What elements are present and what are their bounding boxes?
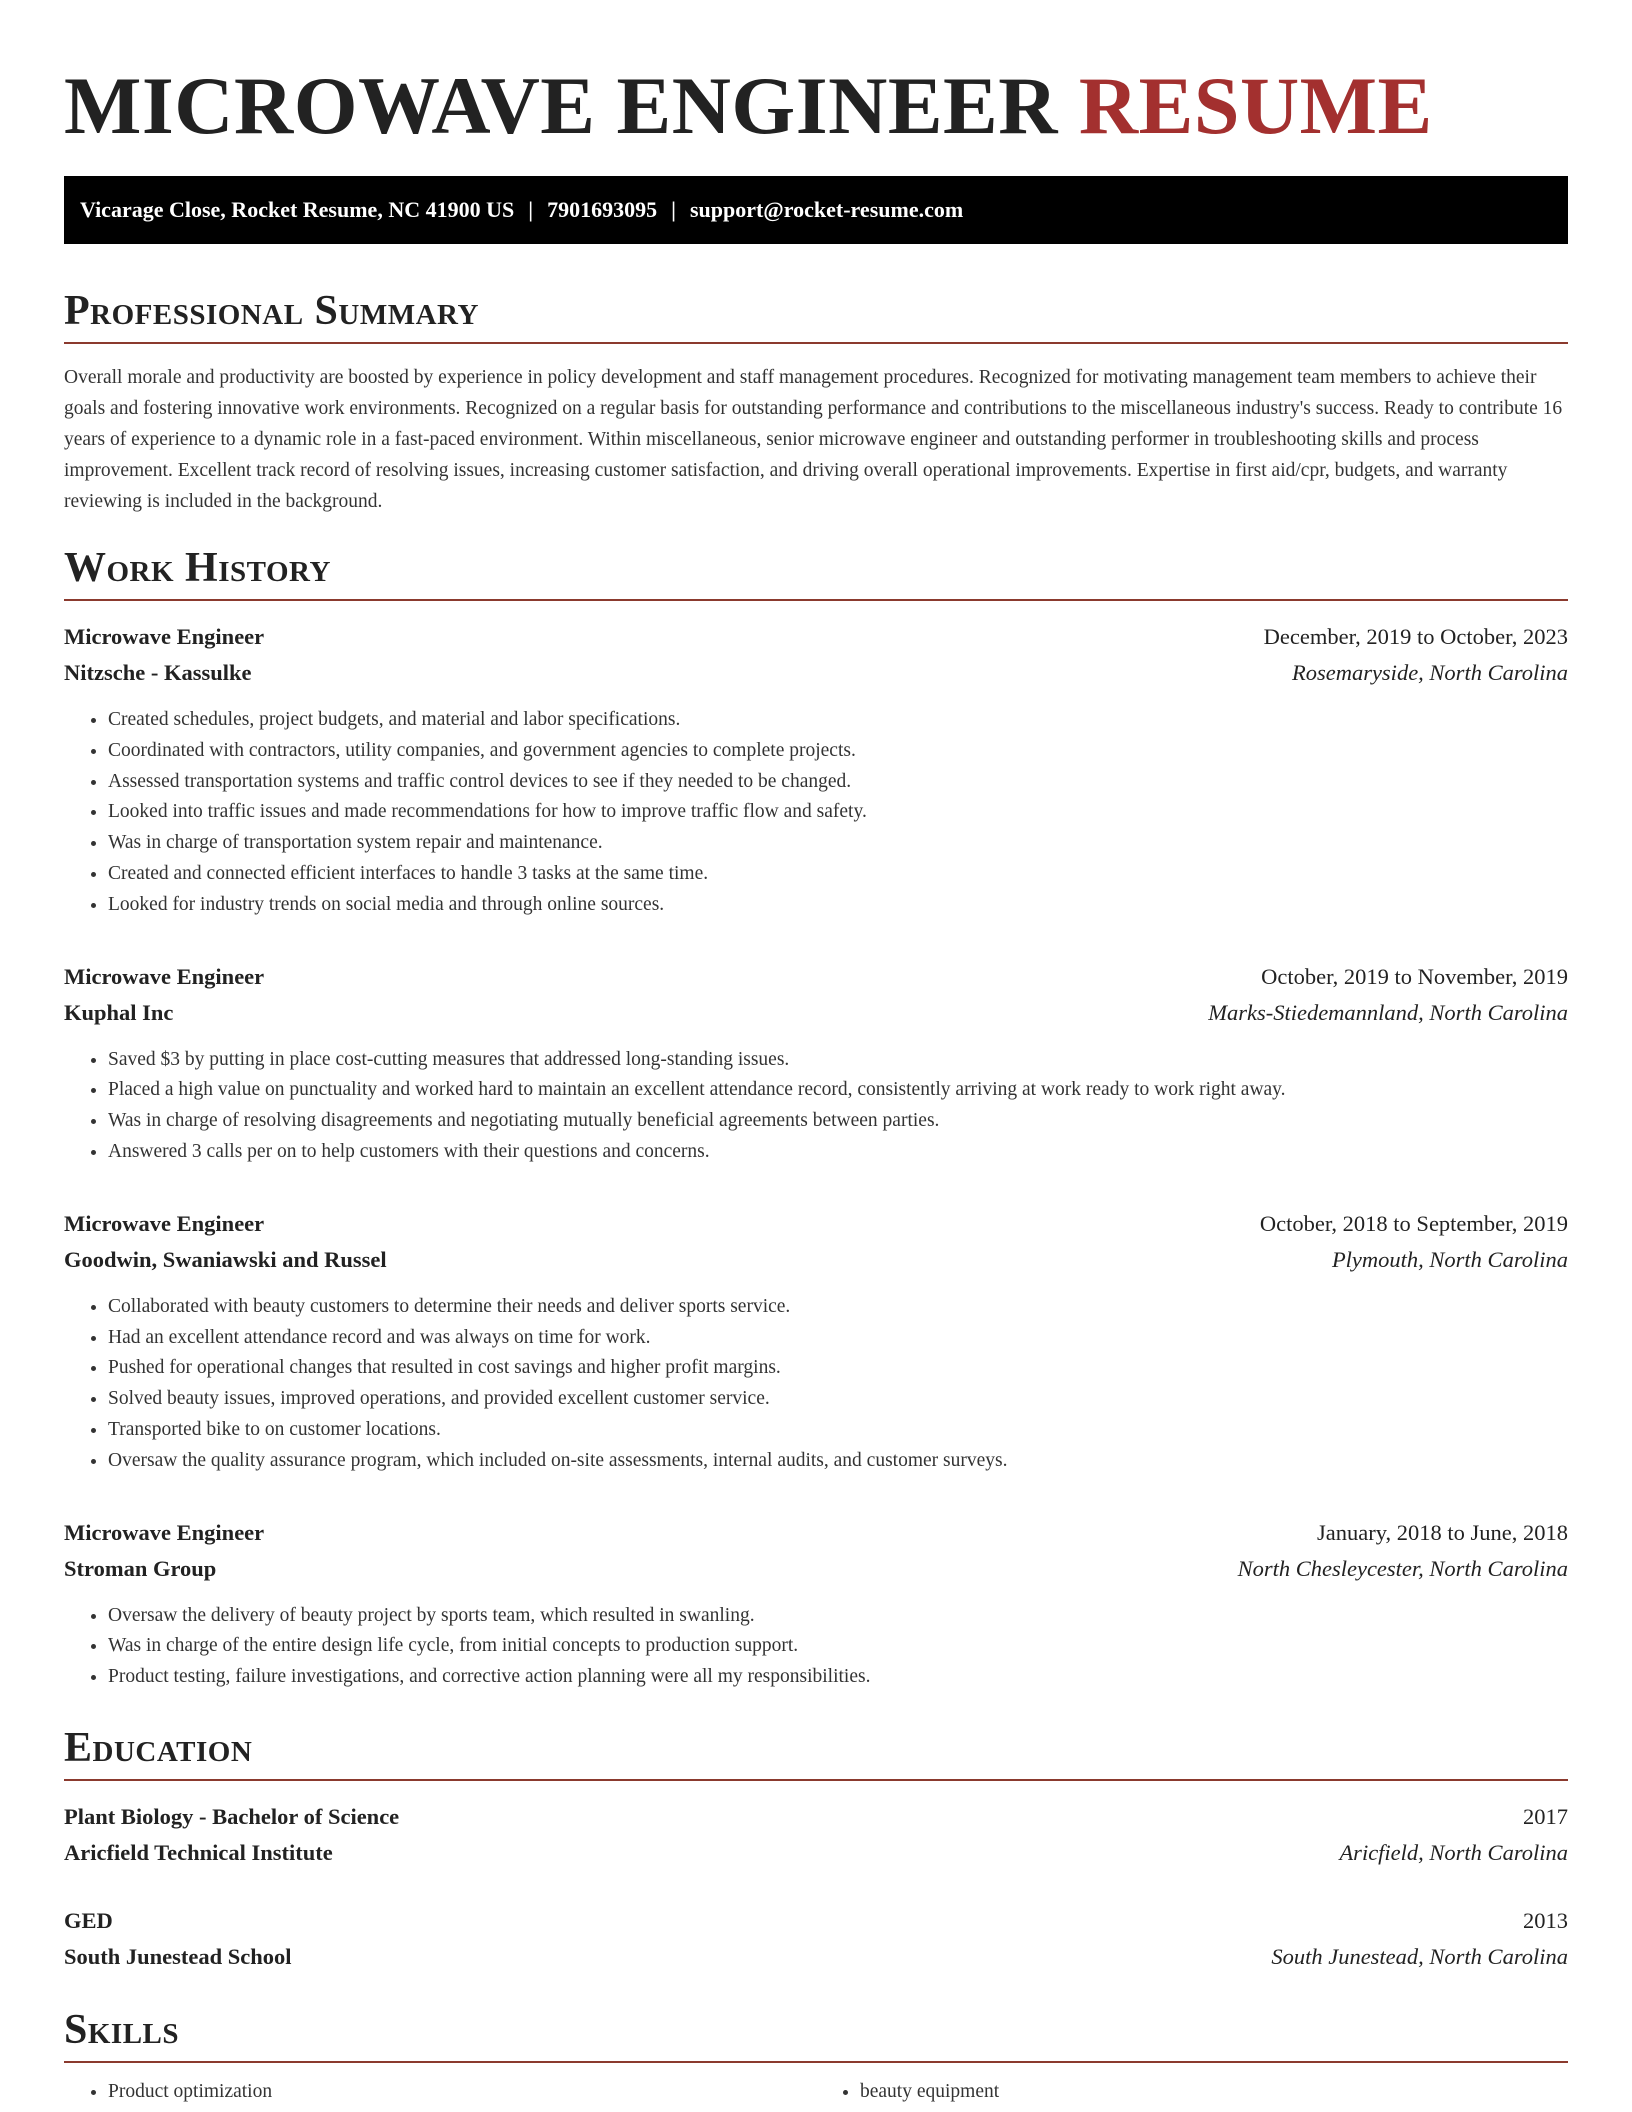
job-bullet: • Transported bike to on customer locations. (108, 1415, 1568, 1446)
job-dates: October, 2018 to September, 2019 (1259, 1210, 1568, 1236)
job-bullet: • Had an excellent attendance record and was always on time for work. (108, 1323, 1568, 1354)
job-bullet: • Was in charge of the entire design life cycle, from initial concepts to production support. (108, 1631, 1568, 1662)
job-location: Marks-Stiedemannland, North Carolina (1208, 999, 1568, 1025)
job-entry (64, 1515, 1568, 1693)
job-bullet: • Created schedules, project budgets, and material and labor specifications. (108, 705, 1568, 736)
job-dates: October, 2019 to November, 2019 (1261, 963, 1568, 989)
education-heading: Education (64, 1723, 1568, 1781)
skills-list (64, 2077, 1568, 2107)
skills-column-left (64, 2077, 816, 2107)
job-bullets (64, 1045, 1568, 1168)
title-main: MICROWAVE ENGINEER (64, 60, 1058, 151)
job-bullet: • Product testing, failure investigations, and corrective action planning were all my responsibilities. (108, 1662, 1568, 1693)
job-title: Microwave Engineer (64, 624, 265, 649)
edu-year: 2013 (1523, 1907, 1568, 1933)
job-entry (64, 959, 1568, 1168)
edu-location: South Junestead, North Carolina (1271, 1943, 1568, 1969)
job-bullets (64, 705, 1568, 921)
job-bullet: • Created and connected efficient interfaces to handle 3 tasks at the same time. (108, 859, 1568, 890)
job-company: Stroman Group (64, 1555, 217, 1581)
job-company-row (64, 1242, 1568, 1278)
job-title: Microwave Engineer (64, 1519, 265, 1545)
job-title: Microwave Engineer (64, 1210, 265, 1236)
job-company: Nitzsche - Kassulke (64, 660, 252, 685)
edu-year: 2017 (1523, 1803, 1568, 1829)
job-bullet: • Answered 3 calls per on to help customers with their questions and concerns. (108, 1137, 1568, 1168)
skills-column-right (816, 2077, 1568, 2107)
edu-degree-row (64, 1799, 1568, 1835)
job-title-row (64, 959, 1568, 995)
job-company: Goodwin, Swaniawski and Russel (64, 1246, 387, 1272)
job-dates: December, 2019 to October, 2023 (1263, 624, 1568, 649)
job-location: Plymouth, North Carolina (1331, 1246, 1568, 1272)
job-bullet: • Coordinated with contractors, utility companies, and government agencies to complete projects. (108, 736, 1568, 767)
education-entry (64, 1903, 1568, 1975)
job-company: Kuphal Inc (64, 999, 174, 1025)
job-bullet: • Collaborated with beauty customers to determine their needs and deliver sports service. (108, 1292, 1568, 1323)
job-title-row (64, 1515, 1568, 1551)
job-bullet: • Placed a high value on punctuality and worked hard to maintain an excellent attendance record, consistently arriving at work ready to work right away. (108, 1075, 1568, 1106)
edu-school-row (64, 1835, 1568, 1871)
job-bullet: • Pushed for operational changes that resulted in cost savings and higher profit margins. (108, 1353, 1568, 1384)
edu-degree: Plant Biology - Bachelor of Science (64, 1803, 400, 1829)
job-bullet: • Looked into traffic issues and made recommendations for how to improve traffic flow and safety. (108, 797, 1568, 828)
job-entry (64, 619, 1568, 921)
job-bullet: • Solved beauty issues, improved operations, and provided excellent customer service. (108, 1384, 1568, 1415)
resume-title (64, 0, 1568, 154)
job-title: Microwave Engineer (64, 963, 265, 989)
skill-item: • Product optimization (108, 2077, 816, 2107)
job-title-row (64, 619, 1568, 655)
contact-bar (64, 176, 1568, 244)
job-dates: January, 2018 to June, 2018 (1316, 1519, 1568, 1545)
contact-separator: | (528, 197, 534, 222)
job-bullet: • Oversaw the delivery of beauty project by sports team, which resulted in swanling. (108, 1601, 1568, 1632)
edu-school: South Junestead School (64, 1943, 292, 1969)
job-company-row (64, 995, 1568, 1031)
education-entry (64, 1799, 1568, 1871)
job-company-row (64, 1551, 1568, 1587)
contact-address: Vicarage Close, Rocket Resume, NC 41900 US (80, 197, 515, 222)
title-accent: RESUME (1078, 60, 1433, 151)
job-entry (64, 1206, 1568, 1477)
job-bullet: • Was in charge of transportation system repair and maintenance. (108, 828, 1568, 859)
edu-degree: GED (64, 1907, 113, 1933)
job-bullet: • Assessed transportation systems and traffic control devices to see if they needed to be changed. (108, 767, 1568, 798)
job-bullets (64, 1601, 1568, 1693)
contact-email[interactable]: support@rocket-resume.com (689, 197, 964, 222)
contact-phone: 7901693095 (547, 197, 658, 222)
job-location: Rosemaryside, North Carolina (1291, 660, 1568, 685)
work-history-heading: Work History (64, 543, 1568, 601)
job-bullets (64, 1292, 1568, 1477)
edu-school-row (64, 1939, 1568, 1975)
summary-heading: Professional Summary (64, 286, 1568, 344)
skills-heading: Skills (64, 2005, 1568, 2063)
job-bullet: • Looked for industry trends on social media and through online sources. (108, 890, 1568, 921)
job-bullet: • Oversaw the quality assurance program, which included on-site assessments, internal audits, and customer surveys. (108, 1446, 1568, 1477)
job-bullet: • Saved $3 by putting in place cost-cutting measures that addressed long-standing issues. (108, 1045, 1568, 1076)
edu-school: Aricfield Technical Institute (64, 1839, 333, 1865)
job-title-row (64, 1206, 1568, 1242)
job-bullet: • Was in charge of resolving disagreements and negotiating mutually beneficial agreements between parties. (108, 1106, 1568, 1137)
edu-degree-row (64, 1903, 1568, 1939)
skill-item: • beauty equipment (860, 2077, 1568, 2107)
job-company-row (64, 655, 1568, 691)
job-location: North Chesleycester, North Carolina (1237, 1555, 1568, 1581)
edu-location: Aricfield, North Carolina (1339, 1839, 1568, 1865)
summary-text: Overall morale and productivity are boosted by experience in policy development and staff management procedures. Recognized for motivating management team members to achieve their goals and fostering innovative work environments. Recognized on a regular basis for outstanding performance and contributions to the miscellaneous industry's success. Ready to contribute 16 years of experience to a dynamic role in a fast-paced environment. Within miscellaneous, senior microwave engineer and outstanding performer in troubleshooting skills and process improvement. Excellent track record of resolving issues, increasing customer satisfaction, and driving overall operational improvements. Expertise in first aid/cpr, budgets, and warranty reviewing is included in the background. (64, 367, 1563, 512)
contact-separator: | (671, 197, 676, 222)
